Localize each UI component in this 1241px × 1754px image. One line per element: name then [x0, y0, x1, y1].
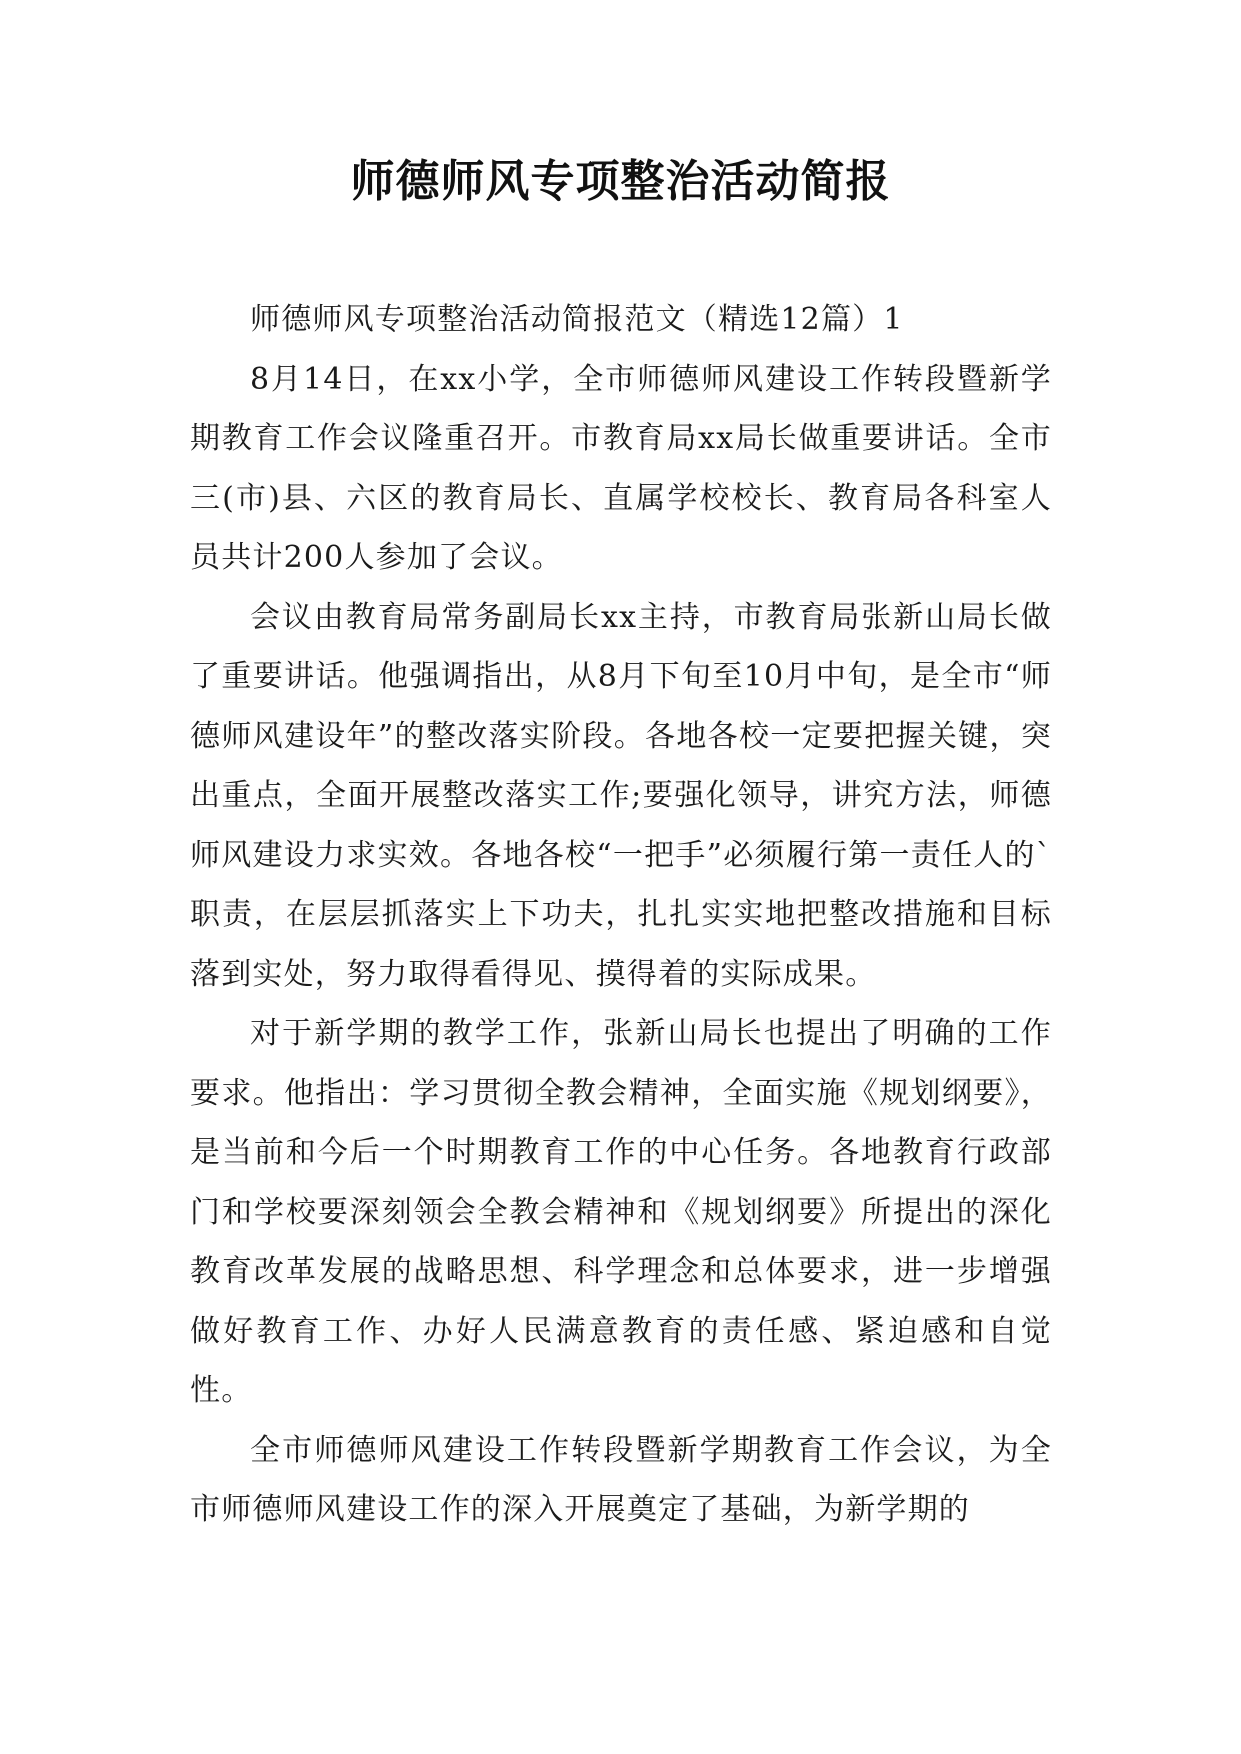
document-title: 师德师风专项整治活动简报 [350, 156, 891, 207]
paragraph-subtitle: 师德师风专项整治活动简报范文（精选12篇）1 [250, 302, 904, 337]
paragraph: 会议由教育局常务副局长xx主持，市教育局张新山局长做了重要讲话。他强调指出，从8月下旬至10月中旬，是全市“师德师风建设年”的整改落实阶段。各地各校一定要把握关键，突出重点，全面开展整改落实工作;要强化领导，讲究方法，师德师风建设力求实效。各地各校“一把手”必须履行第一责任人的`职责，在层层抓落实上下功夫，扎扎实实地把整改措施和目标落到实处，努力取得看得见、摸得着的实际成果。 [190, 599, 1052, 992]
paragraph: 全市师德师风建设工作转段暨新学期教育工作会议，为全市师德师风建设工作的深入开展奠定了基础，为新学期的 [190, 1432, 1052, 1527]
paragraph: 对于新学期的教学工作，张新山局长也提出了明确的工作要求。他指出：学习贯彻全教会精神，全面实施《规划纲要》，是当前和今后一个时期教育工作的中心任务。各地教育行政部门和学校要深刻领会全教会精神和《规划纲要》所提出的深化教育改革发展的战略思想、科学理念和总体要求，进一步增强做好教育工作、办好人民满意教育的责任感、紧迫感和自觉性。 [190, 1016, 1052, 1408]
document-body [190, 290, 1052, 1540]
paragraph: 8月14日，在xx小学，全市师德师风建设工作转段暨新学期教育工作会议隆重召开。市教育局xx局长做重要讲话。全市三(市)县、六区的教育局长、直属学校校长、教育局各科室人员共计200人参加了会议。 [190, 361, 1052, 575]
